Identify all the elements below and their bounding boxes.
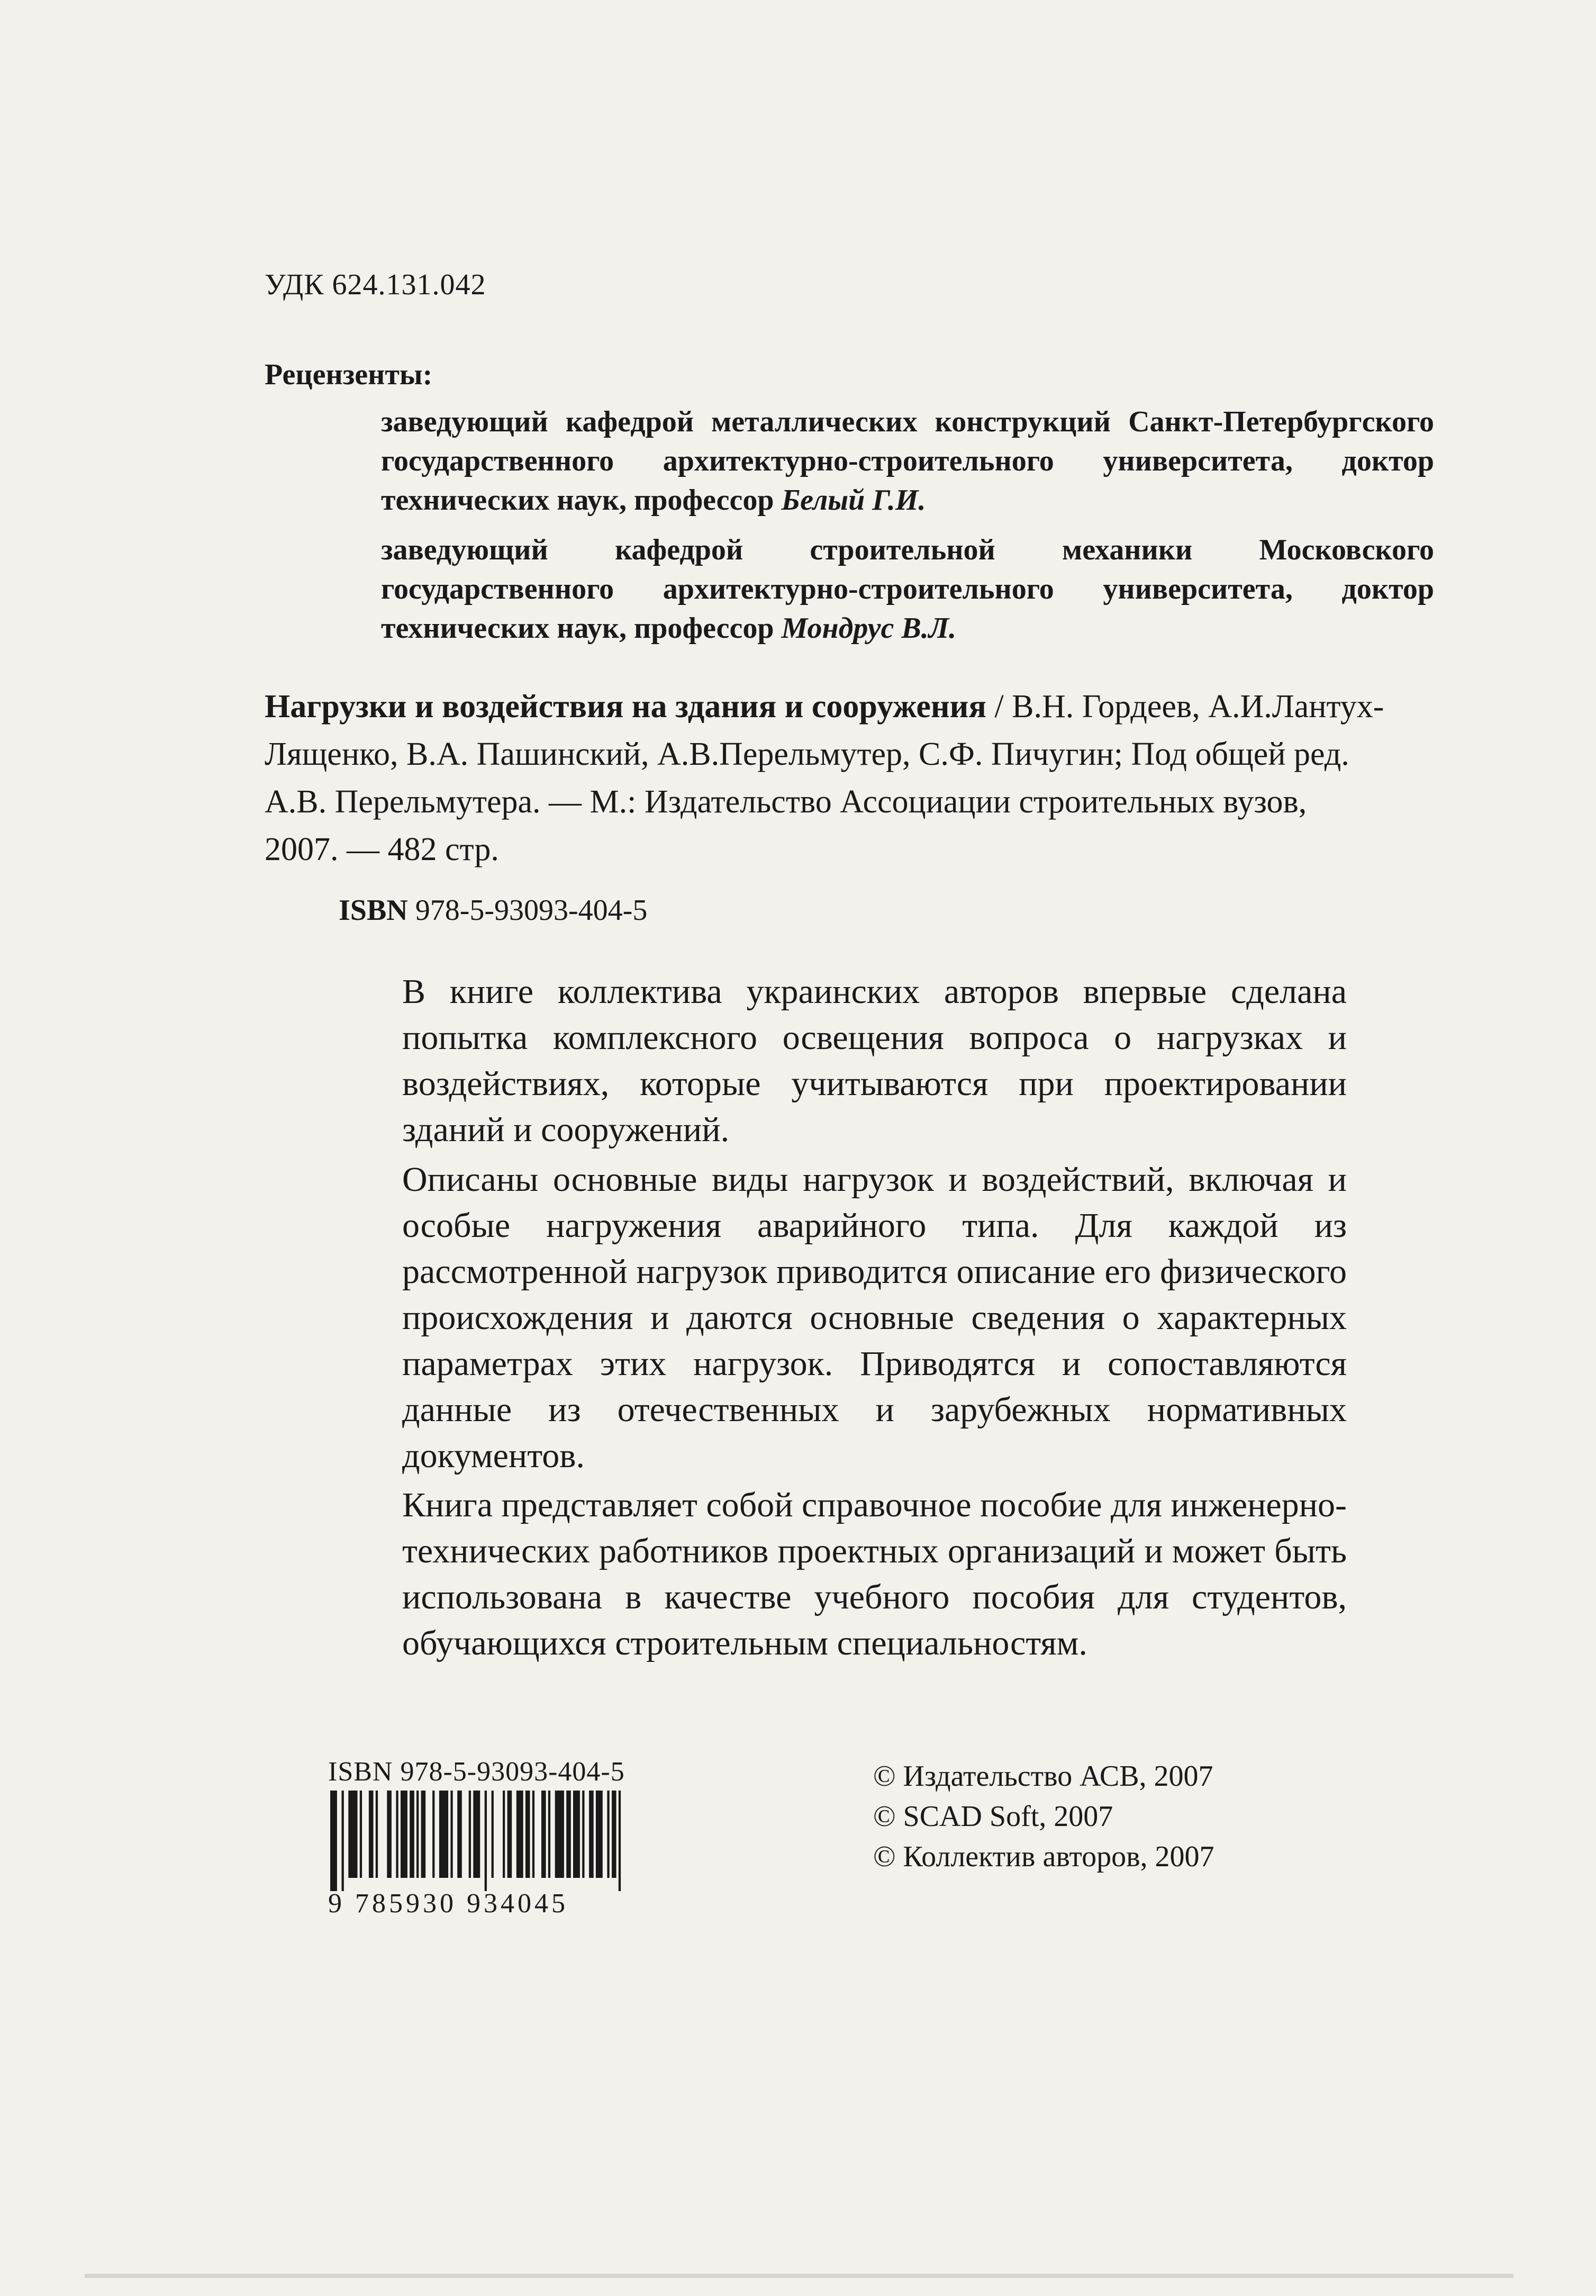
annotation-text: Книга представляет собой справочное пособие для инженерно-технических работников проектных организаций и может быть использована в качестве учебного пособия для студентов, обучающихся строительным специальностям. [402,1486,1347,1662]
isbn-line [339,893,647,927]
barcode-bar [439,1791,448,1878]
barcode-bar [485,1791,487,1891]
barcode-bar [342,1791,344,1891]
barcode [328,1756,667,1919]
barcode-bars-icon [328,1791,667,1891]
reviewer-description: заведующий кафедрой металлических конструкций Санкт-Петербургского государственного архитектурно-строительного университета, доктор технических наук, профессор [381,405,1434,517]
barcode-bar [473,1791,480,1878]
barcode-bar [457,1791,462,1878]
barcode-bar [450,1791,452,1878]
barcode-bar [396,1791,398,1878]
barcode-bar [469,1791,471,1878]
barcode-bar [387,1791,392,1878]
barcode-bar [410,1791,414,1878]
barcode-bar [503,1791,505,1878]
reviewer-name: Белый Г.И. [781,484,926,517]
barcode-bar [532,1791,534,1878]
barcode-bar [612,1791,616,1878]
copyright-block [873,1756,1214,1877]
annotation-paragraph [402,969,1347,1153]
barcode-bar [507,1791,512,1878]
barcode-bar [492,1791,494,1878]
barcode-bar [607,1791,609,1878]
reviewer-entry [381,530,1434,648]
udk-code: УДК 624.131.042 [265,268,486,301]
barcode-bar [566,1791,571,1878]
barcode-bar [596,1791,603,1878]
annotation-text: В книге коллектива украинских авторов впервые сделана попытка комплексного освещения вопроса о нагрузках и воздействиях, которые учитываются при проектировании зданий и сооружений. [402,972,1347,1149]
reviewer-name: Мондрус В.Л. [781,612,957,645]
barcode-isbn-text: ISBN 978-5-93093-404-5 [328,1757,625,1787]
barcode-bar [416,1791,419,1878]
barcode-bar [541,1791,546,1878]
barcode-bar [401,1791,407,1878]
copyright-line: © Коллектив авторов, 2007 [873,1840,1214,1873]
bibliographic-record [265,683,1386,873]
barcode-bar [432,1791,434,1878]
isbn-label: ISBN [339,894,408,927]
barcode-bar [369,1791,374,1878]
barcode-bar [421,1791,426,1878]
isbn-number: 978-5-93093-404-5 [407,894,648,927]
reviewer-entry [381,402,1434,520]
barcode-bar [525,1791,530,1878]
barcode-bar [555,1791,564,1878]
book-title: Нагрузки и воздействия на здания и сооружения [265,689,986,725]
barcode-bar [589,1791,594,1878]
barcode-bar [376,1791,378,1878]
annotation-paragraph [402,1482,1347,1666]
copyright-line: © Издательство АСВ, 2007 [873,1760,1213,1793]
bibliographic-details: / В.Н. Гордеев, А.И.Лантух-Лященко, В.А. Пашинский, А.В.Перельмутер, С.Ф. Пичугин; Под общей ред. А.В. Перельмутера. — М.: Издательство Ассоциации строительных вузов, 2007. — 482 стр. [265,689,1384,867]
annotation-paragraph [402,1156,1347,1479]
barcode-bar [516,1791,523,1878]
page-bottom-edge [85,2274,1513,2278]
barcode-bar [348,1791,357,1878]
reviewers-heading: Рецензенты: [265,358,433,391]
barcode-digits: 9 785930 934045 [328,1888,568,1919]
annotation-text: Описаны основные виды нагрузок и воздействий, включая и особые нагружения аварийного типа. Для каждой из рассмотренной нагрузок приводится описание его физического происхождения и даются основные сведения о характерных параметрах этих нагрузок. Приводятся и сопоставляются данные из отечественных и зарубежных нормативных документов. [402,1160,1347,1475]
reviewer-description: заведующий кафедрой строительной механики Московского государственного архитектурно-строительного университета, доктор технических наук, профессор [381,534,1434,645]
barcode-bar [330,1791,337,1891]
barcode-bar [619,1791,621,1891]
barcode-bar [360,1791,362,1878]
copyright-line: © SCAD Soft, 2007 [873,1800,1113,1833]
barcode-bar [573,1791,580,1878]
barcode-bar [582,1791,584,1878]
barcode-bar [548,1791,550,1878]
